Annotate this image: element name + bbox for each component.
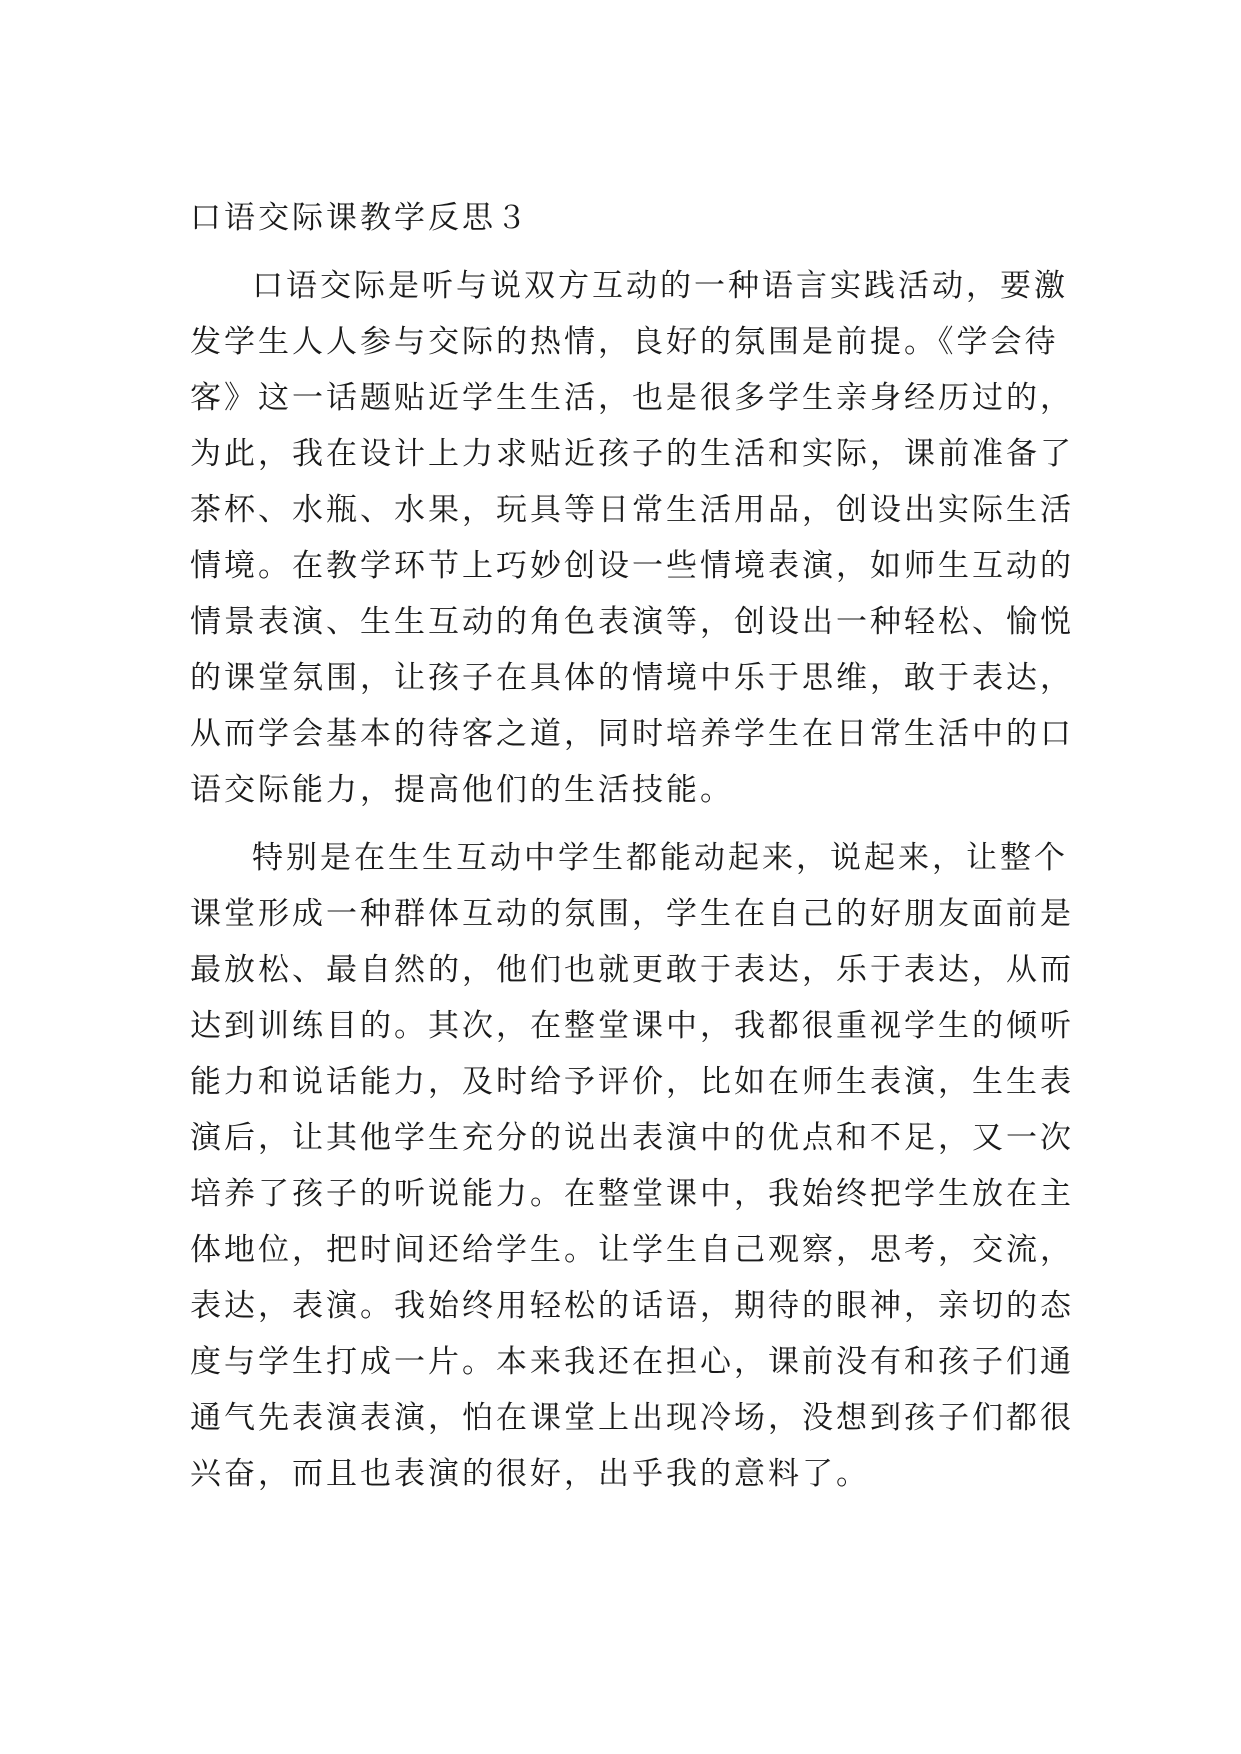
paragraph-line: 兴奋，而且也表演的很好，出乎我的意料了。: [190, 1456, 870, 1492]
paragraph-line: 的课堂氛围，让孩子在具体的情境中乐于思维，敢于表达，: [190, 660, 1074, 696]
paragraph-line: 培养了孩子的听说能力。在整堂课中，我始终把学生放在主: [190, 1176, 1074, 1212]
paragraph-line: 度与学生打成一片。本来我还在担心，课前没有和孩子们通: [190, 1344, 1074, 1380]
paragraph-line: 表达，表演。我始终用轻松的话语，期待的眼神，亲切的态: [190, 1288, 1074, 1324]
paragraph-line: 能力和说话能力，及时给予评价，比如在师生表演，生生表: [190, 1064, 1074, 1100]
paragraph-line: 情境。在教学环节上巧妙创设一些情境表演，如师生互动的: [190, 548, 1074, 584]
document-title: 口语交际课教学反思３: [190, 200, 530, 236]
paragraph-line: 最放松、最自然的，他们也就更敢于表达，乐于表达，从而: [190, 952, 1074, 988]
paragraph-line: 体地位，把时间还给学生。让学生自己观察，思考，交流，: [190, 1232, 1074, 1268]
paragraph-line: 特别是在生生互动中学生都能动起来，说起来，让整个: [252, 840, 1068, 876]
paragraph-line: 为此，我在设计上力求贴近孩子的生活和实际，课前准备了: [190, 436, 1074, 472]
paragraph-line: 从而学会基本的待客之道，同时培养学生在日常生活中的口: [190, 716, 1074, 752]
paragraph-line: 情景表演、生生互动的角色表演等，创设出一种轻松、愉悦: [190, 604, 1074, 640]
paragraph-line: 茶杯、水瓶、水果，玩具等日常生活用品，创设出实际生活: [190, 492, 1074, 528]
paragraph-line: 语交际能力，提高他们的生活技能。: [190, 772, 734, 808]
paragraph-line: 口语交际是听与说双方互动的一种语言实践活动，要激: [252, 268, 1068, 304]
paragraph-line: 客》这一话题贴近学生生活，也是很多学生亲身经历过的，: [190, 380, 1074, 416]
paragraph-line: 发学生人人参与交际的热情，良好的氛围是前提。《学会待: [190, 324, 1059, 360]
paragraph-line: 通气先表演表演，怕在课堂上出现冷场，没想到孩子们都很: [190, 1400, 1074, 1436]
paragraph-line: 演后，让其他学生充分的说出表演中的优点和不足，又一次: [190, 1120, 1074, 1156]
paragraph-line: 课堂形成一种群体互动的氛围，学生在自己的好朋友面前是: [190, 896, 1074, 932]
paragraph-line: 达到训练目的。其次，在整堂课中，我都很重视学生的倾听: [190, 1008, 1074, 1044]
